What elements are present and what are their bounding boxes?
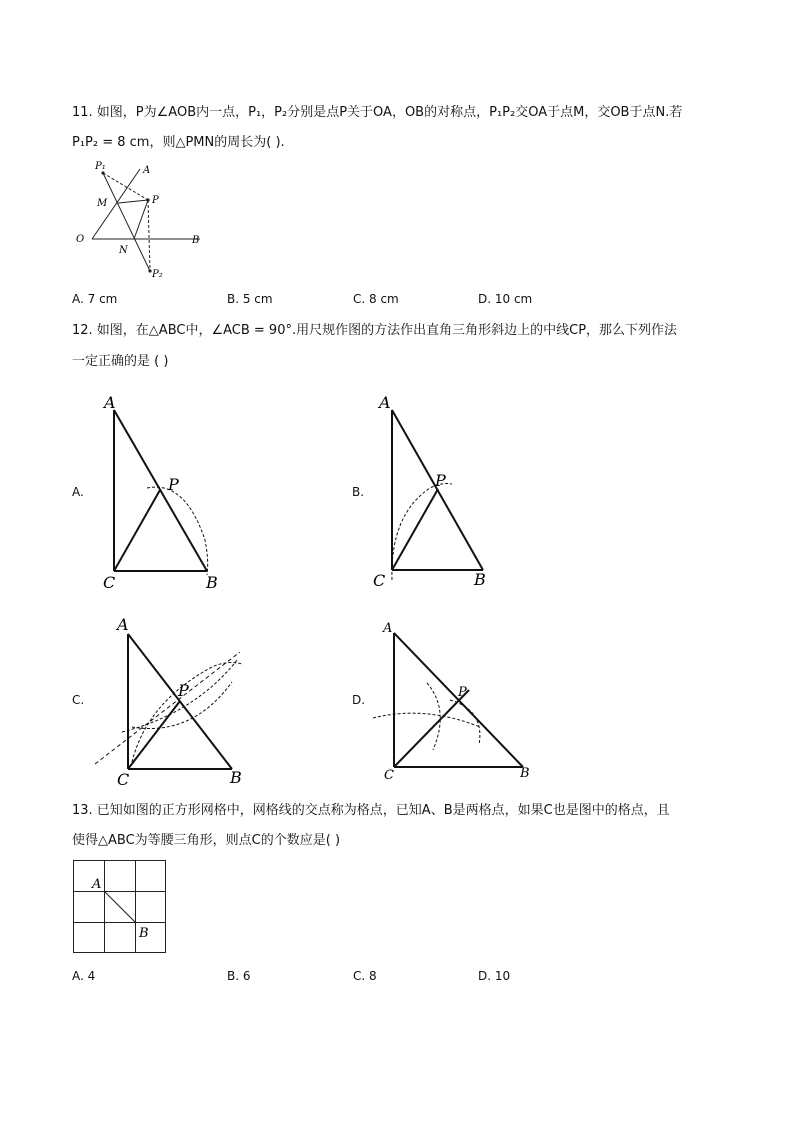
label-n: N xyxy=(119,245,128,256)
label-p: P xyxy=(435,471,446,490)
label-b: B xyxy=(192,235,200,246)
label-a: A xyxy=(117,615,129,634)
q13-option-d[interactable]: D. 10 xyxy=(478,969,511,983)
label-b: B xyxy=(520,766,530,781)
q13-grid-figure xyxy=(73,860,168,955)
q13-option-c[interactable]: C. 8 xyxy=(353,969,377,983)
label-a: A xyxy=(92,877,102,892)
label-c: C xyxy=(117,770,130,789)
q13-option-b[interactable]: B. 6 xyxy=(227,969,251,983)
label-p: P xyxy=(168,475,179,494)
label-b: B xyxy=(474,570,486,589)
label-a: A xyxy=(379,393,391,412)
label-p: P xyxy=(178,681,189,700)
q12-figure-b xyxy=(370,390,510,590)
label-c: C xyxy=(384,768,394,783)
label-b: B xyxy=(206,573,218,592)
label-o: O xyxy=(76,234,85,245)
label-a: A xyxy=(143,165,151,176)
q12-figure-d xyxy=(375,615,545,795)
label-p: P xyxy=(152,195,159,206)
q12-stem-line1: 12. 如图，在△ABC中，∠ACB = 90°.用尺规作图的方法作出直角三角形斜边上的中线CP，那么下列作法 xyxy=(72,323,678,338)
q13-stem-line2: 使得△ABC为等腰三角形，则点C的个数应是( ) xyxy=(72,833,341,848)
label-p1: P₁ xyxy=(95,161,106,172)
q12-option-a[interactable]: A. xyxy=(72,485,84,499)
label-b: B xyxy=(139,926,149,941)
q12-figure-c xyxy=(92,612,252,792)
q11-figure xyxy=(70,158,220,283)
q11-option-b[interactable]: B. 5 cm xyxy=(227,292,273,306)
label-c: C xyxy=(373,571,386,590)
label-p2: P₂ xyxy=(152,269,163,280)
label-b: B xyxy=(230,768,242,787)
label-m: M xyxy=(97,198,108,209)
q13-stem-line1: 13. 已知如图的正方形网格中，网格线的交点称为格点，已知A、B是两格点，如果C也是图中的格点，且 xyxy=(72,803,670,818)
q12-figure-a xyxy=(95,390,235,590)
q12-option-c[interactable]: C. xyxy=(72,693,85,707)
q12-option-d[interactable]: D. xyxy=(352,693,366,707)
q11-stem-line2: P₁P₂ = 8 cm，则△PMN的周长为( ). xyxy=(72,135,285,150)
label-a: A xyxy=(104,393,116,412)
label-c: C xyxy=(103,573,116,592)
q11-stem-line1: 11. 如图，P为∠AOB内一点，P₁，P₂分别是点P关于OA，OB的对称点，P₁P₂交OA于点M，交OB于点N.若 xyxy=(72,105,683,120)
q12-stem-line2: 一定正确的是 ( ) xyxy=(72,354,169,369)
q13-option-a[interactable]: A. 4 xyxy=(72,969,96,983)
label-p: P xyxy=(458,685,467,700)
q11-option-d[interactable]: D. 10 cm xyxy=(478,292,533,306)
label-a: A xyxy=(383,621,393,636)
q12-option-b[interactable]: B. xyxy=(352,485,365,499)
q11-option-c[interactable]: C. 8 cm xyxy=(353,292,399,306)
q11-option-a[interactable]: A. 7 cm xyxy=(72,292,118,306)
